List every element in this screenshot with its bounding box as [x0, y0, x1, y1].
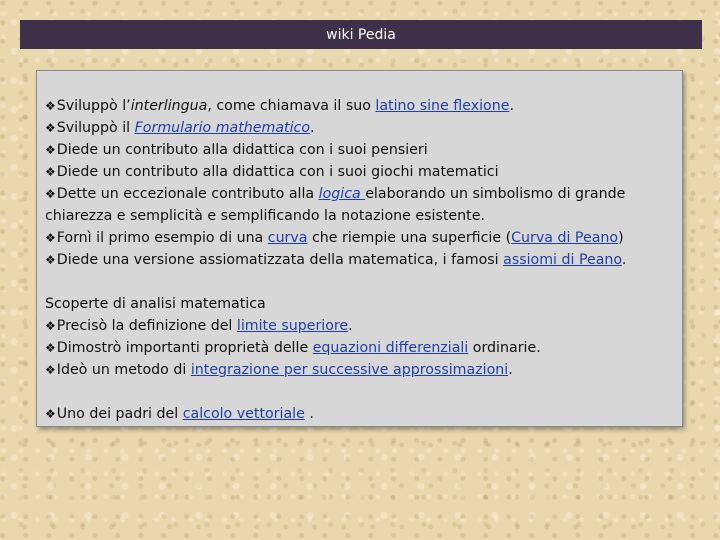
diamond-bullet-icon: ❖: [45, 319, 56, 333]
diamond-bullet-icon: ❖: [45, 253, 56, 267]
list-item: ❖Fornì il primo esempio di una curva che riempie una superficie (Curva di Peano): [45, 230, 624, 246]
list-item: ❖Precisò la definizione del limite superiore.: [45, 318, 353, 334]
diamond-bullet-icon: ❖: [45, 99, 56, 113]
link-equazioni-differenziali[interactable]: equazioni differenziali: [312, 340, 469, 356]
section-heading: Scoperte di analisi matematica: [45, 296, 266, 312]
list-item: ❖Diede una versione assiomatizzata della matematica, i famosi assiomi di Peano.: [45, 252, 627, 268]
list-item: ❖Diede un contributo alla didattica con i suoi giochi matematici: [45, 164, 499, 180]
diamond-bullet-icon: ❖: [45, 231, 56, 245]
list-item: ❖Dimostrò importanti proprietà delle equazioni differenziali ordinarie.: [45, 340, 541, 356]
link-curva[interactable]: curva: [267, 230, 308, 246]
link-calcolo-vettoriale[interactable]: calcolo vettoriale: [182, 406, 305, 422]
diamond-bullet-icon: ❖: [45, 121, 56, 135]
content-box: [36, 70, 683, 427]
link-assiomi-di-peano[interactable]: assiomi di Peano: [503, 252, 622, 268]
spacer: [45, 271, 674, 293]
page-title: wiki Pedia: [326, 26, 396, 43]
list-item: ❖Uno dei padri del calcolo vettoriale .: [45, 406, 314, 422]
spacer: [45, 381, 674, 403]
list-item: ❖Dette un eccezionale contributo alla logica elaborando un simbolismo di grande chiarezza e semplicità e semplificando la notazione esistente.: [45, 186, 626, 224]
diamond-bullet-icon: ❖: [45, 341, 56, 355]
title-bar: [20, 20, 702, 49]
list-item: ❖Diede un contributo alla didattica con i suoi pensieri: [45, 142, 428, 158]
link-formulario-mathematico[interactable]: Formulario mathematico: [134, 120, 311, 136]
list-item: ❖Sviluppò il Formulario mathematico.: [45, 120, 315, 136]
diamond-bullet-icon: ❖: [45, 165, 56, 179]
diamond-bullet-icon: ❖: [45, 143, 56, 157]
diamond-bullet-icon: ❖: [45, 187, 56, 201]
diamond-bullet-icon: ❖: [45, 363, 56, 377]
link-logica[interactable]: logica: [318, 186, 366, 202]
list-item: ❖Sviluppò l’interlingua, come chiamava il suo latino sine flexione.: [45, 98, 514, 114]
link-integrazione-per-successive-approssimazioni[interactable]: integrazione per successive approssimazioni: [190, 362, 509, 378]
link-limite-superiore[interactable]: limite superiore: [236, 318, 349, 334]
diamond-bullet-icon: ❖: [45, 407, 56, 421]
list-item: ❖Ideò un metodo di integrazione per successive approssimazioni.: [45, 362, 513, 378]
link-latino-sine-flexione[interactable]: latino sine flexione: [375, 98, 510, 114]
link-curva-di-peano[interactable]: Curva di Peano: [511, 230, 619, 246]
